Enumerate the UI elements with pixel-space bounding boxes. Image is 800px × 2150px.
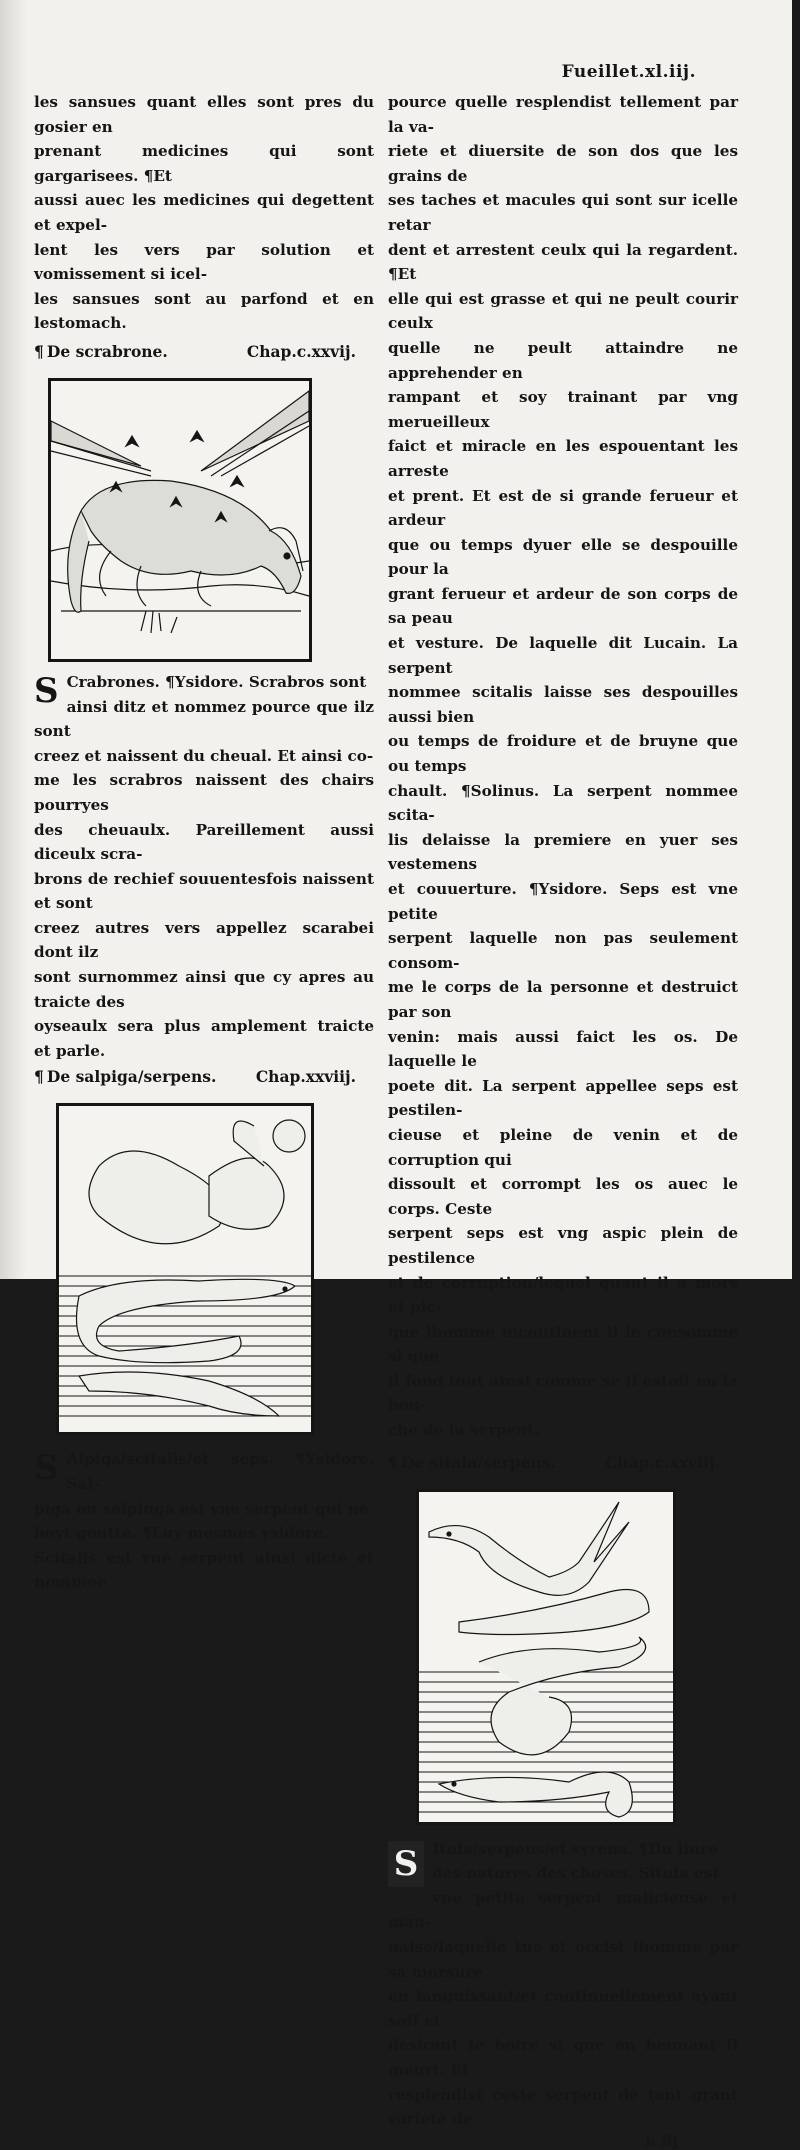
serpents-woodcut-illustration: [419, 1492, 673, 1822]
woodcut-man-serpents: [56, 1103, 314, 1435]
horse-woodcut-illustration: [51, 381, 309, 659]
left-paragraph-3: Alpiga/scitalis/et seps. ¶Ysidore. Sal- piga ou salpinga est vne serpent qui ne boyt goutte. ¶Luy mesmes ysidore. Scitalis est vne serpent ainsi dicte et nommee: [34, 1450, 374, 1592]
salpiga-text-block: [34, 1447, 374, 1595]
drop-cap-s: S: [34, 670, 59, 711]
pilcrow-icon: ¶: [388, 1452, 398, 1472]
heading-title: De sitala/serpens.: [400, 1452, 556, 1472]
right-paragraph-2: Itula/serpens/et syrena. ¶Du liure des natures des choses. Situla est vne petite serpent malicieuse et mau- uaise/laquelle tue et occist lhomme par sa morsure en languissant/et continuellement ayant soif et desirant le boire si que en beuuant il meurt. Et resplendist ceste serpent de tant grant variete de: [388, 1839, 738, 2129]
woodcut-horse: [48, 378, 312, 662]
serpent-man-woodcut-illustration: [59, 1106, 311, 1432]
chapter-heading-salpiga: [34, 1065, 374, 1089]
heading-chapter: Chap.xxviij.: [255, 1067, 356, 1087]
woodcut-serpents: [416, 1489, 676, 1825]
heading-title: De salpiga/serpens.: [46, 1067, 217, 1087]
folio-number: Fueillet.xl.iij.: [561, 62, 696, 82]
scrabrone-text-block: [34, 670, 374, 1064]
decorated-drop-cap-s: S: [388, 1841, 424, 1887]
pilcrow-icon: ¶: [34, 1067, 44, 1087]
signature-mark: h iij: [645, 2131, 678, 2150]
chapter-heading-sitala: [388, 1451, 738, 1475]
right-paragraph-1: pource quelle resplendist tellement par la va- riete et diuersite de son dos que les grains de ses taches et macules qui sont sur icelle retar dent et arrestent ceulx qui la regardent. ¶Et elle qui est grasse et qui ne peult courir ceulx quelle ne peult attaindre ne apprehender en rampant et soy trainant par vng merueilleux faict et miracle en les espouentant les arreste et prent. Et est de si grande ferueur et ardeur que ou temps dyuer elle se despouille pour la grant ferueur et ardeur de son corps de sa peau et vesture. De laquelle dit Lucain. La serpent nommee scitalis laisse ses despouilles aussi bien ou temps de froidure et de bruyne que ou temps chault. ¶Solinus. La serpent nommee scita- lis delaisse la premiere en yuer ses vestemens et couuerture. ¶Ysidore. Seps est vne petite serpent laquelle non pas seulement consom- me le corps de la personne et destruict par son venin: mais aussi faict les os. De laquelle le poete dit. La serpent appellee seps est pestilen- cieuse et pleine de venin et de corruption qui dissoult et corrompt les os auec le corps. Ceste serpent seps est vng aspic plein de pestilence et de corruption/lequel quant il a mors et pic- que lhomme incontinent il le consomme si que il fond tout ainsi comme se il estoit en la bou- che de la serpent.: [388, 93, 738, 1440]
pilcrow-icon: ¶: [34, 341, 44, 361]
left-column: [34, 90, 374, 1595]
left-paragraph-1: les sansues quant elles sont pres du gosier en prenant medicines qui sont gargarisees. ¶Et aussi auec les medicines qui degettent et expel- lent les vers par solution et vomissement si icel- les sansues sont au parfond et en lestomach.: [34, 93, 374, 333]
chapter-heading-scrabrone: [34, 340, 374, 364]
sitala-text-block: [388, 1837, 738, 2132]
heading-chapter: Chap.c.xxvij.: [246, 341, 356, 361]
right-column: [388, 90, 738, 2150]
drop-cap-s: S: [34, 1448, 59, 1489]
left-paragraph-2: Crabrones. ¶Ysidore. Scrabros sont ainsi ditz et nommez pource que ilz sont creez et naissent du cheual. Et ainsi co- me les scrabros naissent des chairs pourryes des cheuaulx. Pareillement aussi diceulx scra- brons de rechief souuentesfois naissent et sont creez autres vers appellez scarabei dont ilz sont surnommez ainsi que cy apres au traicte des oyseaulx sera plus amplement traicte et parle.: [34, 672, 374, 1060]
page-gutter: [0, 0, 26, 1279]
heading-title: De scrabrone.: [46, 341, 168, 361]
heading-chapter: Chap.c.xxviij.: [605, 1452, 720, 1472]
